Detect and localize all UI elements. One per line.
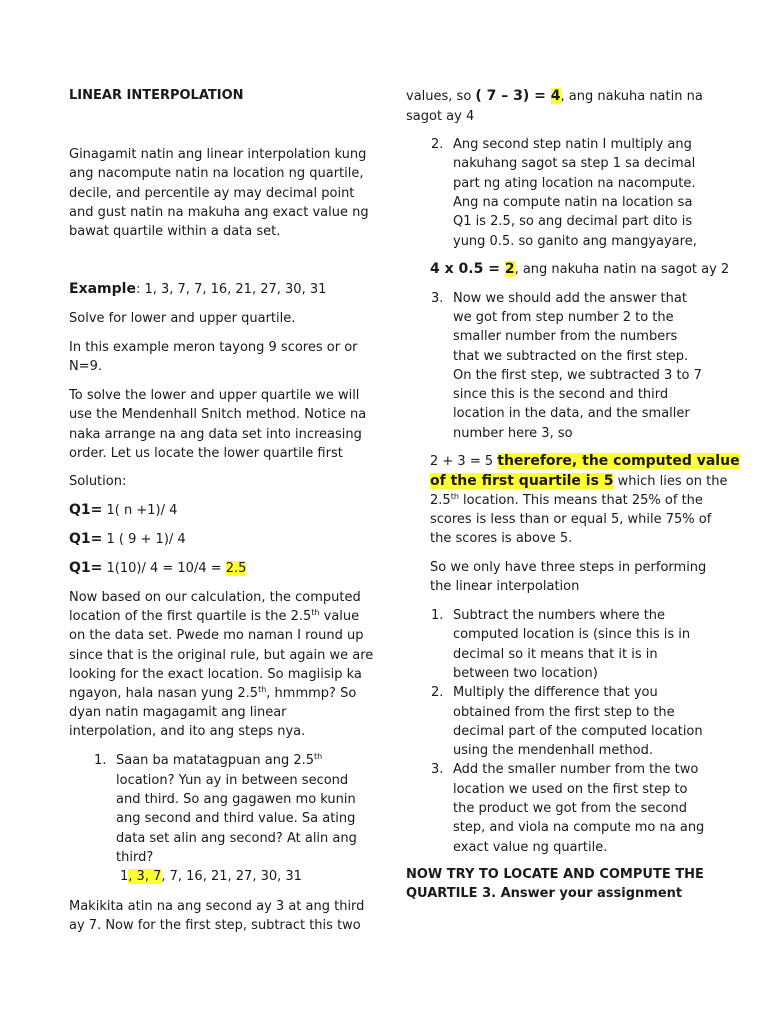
list-number: 2. xyxy=(431,685,444,700)
solution-label: Solution: xyxy=(69,474,127,489)
list-number: 2. xyxy=(431,137,444,152)
text-line: the linear interpolation xyxy=(430,579,580,594)
text-line: third? xyxy=(116,850,154,865)
q1-result: 2.5 xyxy=(225,561,247,576)
list-item: the product we got from the second xyxy=(453,801,688,816)
text-line: number here 3, so xyxy=(453,426,573,441)
text-line: Now based on our calculation, the computed xyxy=(69,590,361,605)
list-item: obtained from the first step to the xyxy=(453,705,675,720)
intro-line: bawat quartile within a data set. xyxy=(69,224,281,239)
list-number: 1. xyxy=(431,608,444,623)
text-line: since that is the original rule, but again we are xyxy=(69,648,374,663)
text-line: sagot ay 4 xyxy=(406,109,475,124)
text-line: that we subtracted on the first step. xyxy=(453,349,689,364)
example-line xyxy=(69,280,326,300)
text-line: yung 0.5. so ganito ang mangyayare, xyxy=(453,234,697,249)
q1-formula xyxy=(69,559,246,579)
q1-formula xyxy=(69,501,177,521)
text-line: we got from step number 2 to the xyxy=(453,310,674,325)
q1-formula xyxy=(69,530,186,550)
text-line: smaller number from the numbers xyxy=(453,329,678,344)
list-item: Multiply the difference that you xyxy=(453,685,658,700)
text-line: Saan ba matatagpuan ang 2.5th xyxy=(116,752,323,768)
method-line: use the Mendenhall Snitch method. Notice na xyxy=(69,407,367,422)
text-line: ang second and third value. Sa ating xyxy=(116,811,356,826)
text-line: Now we should add the answer that xyxy=(453,291,687,306)
method-line: To solve the lower and upper quartile we will xyxy=(69,388,360,403)
list-item: step, and viola na compute mo na ang xyxy=(453,820,705,835)
q1-label: Q1= xyxy=(69,531,103,547)
text-line: location in the data, and the smaller xyxy=(453,406,690,421)
assignment-heading: NOW TRY TO LOCATE AND COMPUTE THE xyxy=(406,867,704,882)
page-title: LINEAR INTERPOLATION xyxy=(69,88,244,103)
text-line: nakuhang sagot sa step 1 sa decimal xyxy=(453,156,696,171)
example-values: : 1, 3, 7, 7, 16, 21, 27, 30, 31 xyxy=(135,282,327,297)
example-label: Example xyxy=(69,281,136,297)
intro-line: ang nacompute natin na location ng quartile, xyxy=(69,166,364,181)
list-number: 3. xyxy=(431,762,444,777)
list-number: 3. xyxy=(431,291,444,306)
text-line: on the data set. Pwede mo naman I round up xyxy=(69,628,364,643)
n-line: N=9. xyxy=(69,359,103,374)
text-line: scores is less than or equal 5, while 75% of xyxy=(430,512,712,527)
text-line: of the first quartile is 5 which lies on the xyxy=(430,473,728,489)
list-item: decimal so it means that it is in xyxy=(453,647,658,662)
text-line: looking for the exact location. So magiisip ka xyxy=(69,667,362,682)
q1-expr: 1(10)/ 4 = 10/4 = xyxy=(102,561,226,576)
data-set-line: 1, 3, 7, 7, 16, 21, 27, 30, 31 xyxy=(120,869,302,884)
highlighted-values: , 3, 7 xyxy=(128,869,162,884)
text-line: So we only have three steps in performing xyxy=(430,560,707,575)
list-item: location we used on the first step to xyxy=(453,782,688,797)
intro-line: Ginagamit natin ang linear interpolation kung xyxy=(69,147,367,162)
text-line: dyan natin magagamit ang linear xyxy=(69,705,287,720)
text-line: 2 + 3 = 5 therefore, the computed value xyxy=(430,453,740,469)
text-line: On the first step, we subtracted 3 to 7 xyxy=(453,368,702,383)
text-line: and third. So ang gagawen mo kunin xyxy=(116,792,356,807)
q1-label: Q1= xyxy=(69,560,103,576)
list-item: decimal part of the computed location xyxy=(453,724,703,739)
list-item: exact value ng quartile. xyxy=(453,840,608,855)
list-item: computed location is (since this is in xyxy=(453,627,691,642)
text-line: ngayon, hala nasan yung 2.5th, hmmmp? So xyxy=(69,685,357,701)
text-line: location of the first quartile is the 2.5th value xyxy=(69,608,360,624)
list-item: Add the smaller number from the two xyxy=(453,762,699,777)
list-item: between two location) xyxy=(453,666,598,681)
text-line: ay 7. Now for the first step, subtract this two xyxy=(69,918,361,933)
assignment-heading: QUARTILE 3. Answer your assignment xyxy=(406,886,683,901)
text-line: data set alin ang second? At alin ang xyxy=(116,831,357,846)
q1-expr: 1( n +1)/ 4 xyxy=(102,503,178,518)
text-line: Ang na compute natin na location sa xyxy=(453,195,693,210)
subtraction-line: values, so ( 7 – 3) = 4, ang nakuha natin na xyxy=(406,88,703,104)
text-line: interpolation, and ito ang steps nya. xyxy=(69,724,306,739)
method-line: order. Let us locate the lower quartile first xyxy=(69,446,343,461)
q1-expr: 1 ( 9 + 1)/ 4 xyxy=(102,532,186,547)
n-line: In this example meron tayong 9 scores or or xyxy=(69,340,358,355)
text-line: Ang second step natin I multiply ang xyxy=(453,137,692,152)
q1-label: Q1= xyxy=(69,502,103,518)
method-line: naka arrange na ang data set into increasing xyxy=(69,427,362,442)
text-line: 2.5th location. This means that 25% of the xyxy=(430,492,703,508)
intro-line: and gust natin na makuha ang exact value ng xyxy=(69,205,369,220)
text-line: Makikita atin na ang second ay 3 at ang third xyxy=(69,899,365,914)
intro-line: decile, and percentile ay may decimal point xyxy=(69,186,355,201)
text-line: location? Yun ay in between second xyxy=(116,773,349,788)
list-number: 1. xyxy=(94,753,107,768)
text-line: part ng ating location na nacompute. xyxy=(453,176,696,191)
text-line: the scores is above 5. xyxy=(430,531,573,546)
list-item: using the mendenhall method. xyxy=(453,743,654,758)
solve-line: Solve for lower and upper quartile. xyxy=(69,311,296,326)
multiplication-line: 4 x 0.5 = 2, ang nakuha natin na sagot ay 2 xyxy=(430,261,730,277)
subtraction-result: 4 xyxy=(550,88,561,104)
text-line: Q1 is 2.5, so ang decimal part dito is xyxy=(453,214,693,229)
list-item: Subtract the numbers where the xyxy=(453,608,666,623)
multiplication-result: 2 xyxy=(504,261,515,277)
text-line: since this is the second and third xyxy=(453,387,669,402)
